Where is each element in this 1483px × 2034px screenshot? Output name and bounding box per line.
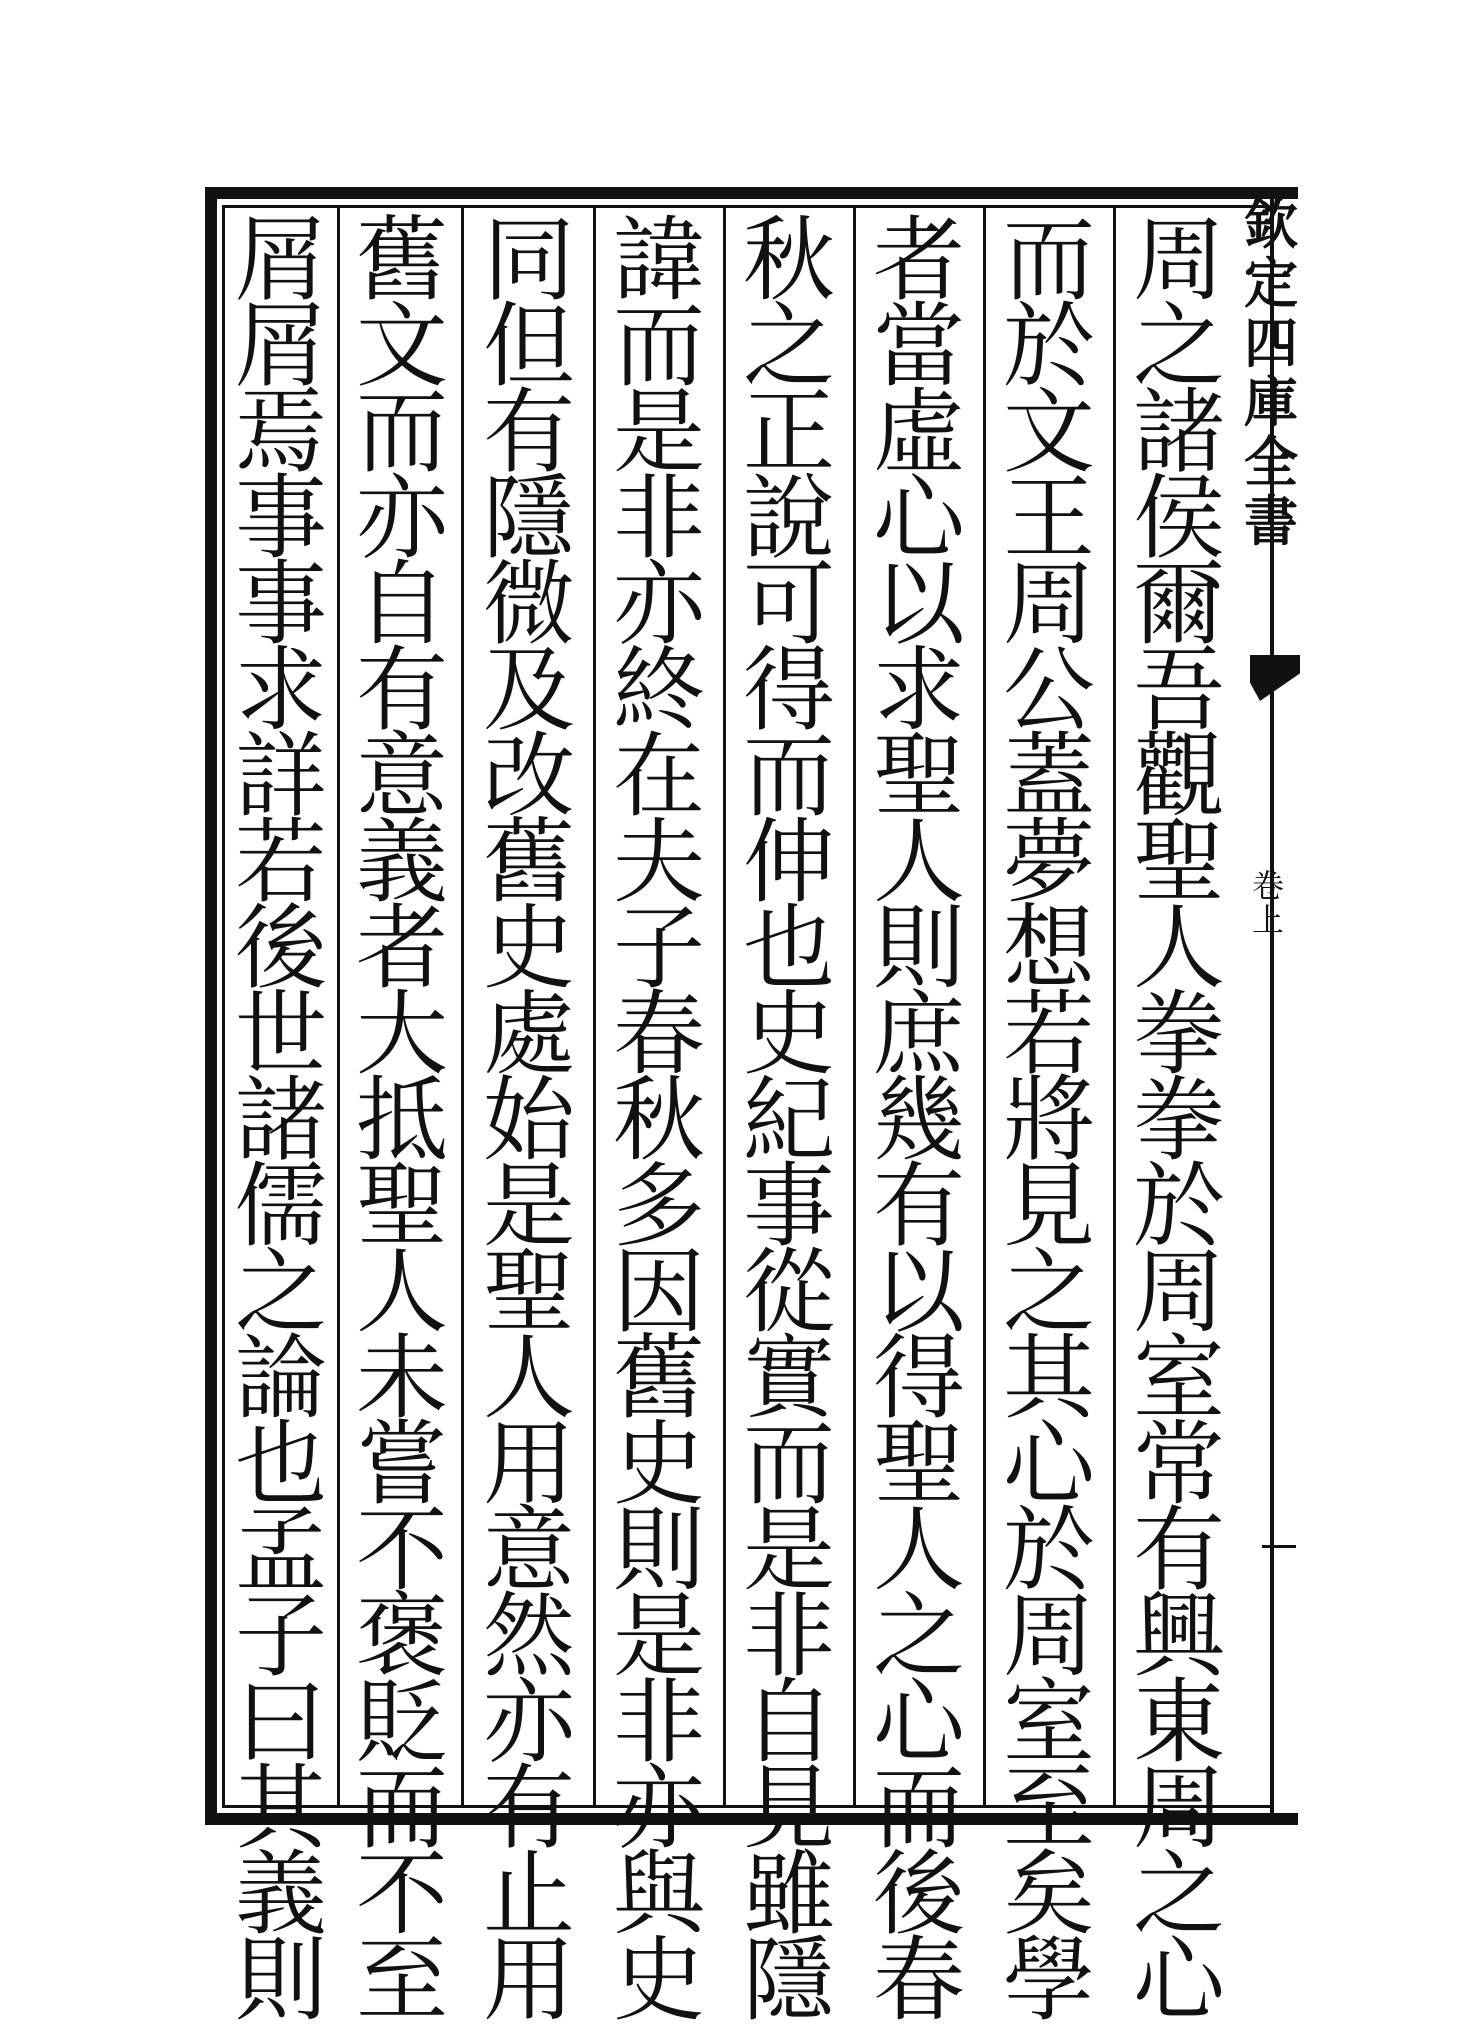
glyph: 說 — [742, 465, 835, 572]
glyph: 是 — [612, 1583, 705, 1690]
glyph: 春 — [872, 1927, 965, 2034]
glyph: 書 — [1244, 488, 1298, 553]
glyph: 儒 — [234, 1153, 327, 1260]
glyph: 是 — [612, 379, 705, 486]
glyph: 矣 — [1002, 1841, 1095, 1948]
glyph: 有 — [482, 1755, 575, 1862]
glyph: 見 — [742, 1755, 835, 1862]
glyph: 是 — [742, 1497, 835, 1604]
glyph: 舊 — [482, 809, 575, 916]
glyph: 實 — [742, 1325, 835, 1432]
text-column-2 — [990, 207, 1108, 2034]
glyph: 至 — [355, 1927, 448, 2034]
text-column-8 — [222, 207, 340, 2034]
glyph: 史 — [482, 895, 575, 1002]
glyph: 將 — [1002, 1067, 1095, 1174]
glyph: 庫 — [1244, 370, 1298, 435]
page-mark — [1262, 1545, 1296, 1548]
text-column-1 — [1120, 207, 1238, 2034]
column-rule — [593, 205, 596, 1808]
glyph: 但 — [482, 293, 575, 400]
glyph: 及 — [482, 637, 575, 744]
glyph: 事 — [234, 551, 327, 658]
glyph: 多 — [612, 1153, 705, 1260]
glyph: 之 — [1132, 293, 1225, 400]
glyph: 聖 — [872, 723, 965, 830]
column-rule — [983, 205, 986, 1808]
glyph: 於 — [1002, 293, 1095, 400]
glyph: 心 — [872, 1669, 965, 1776]
glyph: 得 — [742, 637, 835, 744]
glyph: 後 — [872, 1841, 965, 1948]
glyph: 亦 — [612, 1755, 705, 1862]
glyph: 求 — [872, 637, 965, 744]
column-rule — [723, 205, 726, 1808]
glyph: 常 — [1132, 1411, 1225, 1518]
glyph: 有 — [872, 1153, 965, 1260]
glyph: 至 — [1002, 1755, 1095, 1862]
glyph: 以 — [872, 551, 965, 658]
glyph: 有 — [1132, 1497, 1225, 1604]
glyph: 欽 — [1244, 192, 1298, 256]
column-rule — [461, 205, 464, 1808]
glyph: 曰 — [234, 1669, 327, 1776]
glyph: 則 — [612, 1497, 705, 1604]
glyph: 聖 — [1132, 809, 1225, 916]
glyph: 終 — [612, 637, 705, 744]
glyph: 人 — [355, 1239, 448, 1346]
glyph: 有 — [355, 637, 448, 744]
glyph: 周 — [1002, 1583, 1095, 1690]
glyph: 幾 — [872, 1067, 965, 1174]
glyph: 室 — [1132, 1325, 1225, 1432]
glyph: 止 — [482, 1841, 575, 1948]
glyph: 之 — [234, 1239, 327, 1346]
text-column-6 — [470, 207, 588, 2034]
glyph: 而 — [742, 723, 835, 830]
glyph: 蓋 — [1002, 723, 1095, 830]
glyph: 室 — [1002, 1669, 1095, 1776]
glyph: 想 — [1002, 895, 1095, 1002]
glyph: 拳 — [1132, 981, 1225, 1088]
glyph: 爾 — [1132, 551, 1225, 658]
column-rule — [1113, 205, 1116, 1808]
glyph: 嘗 — [355, 1411, 448, 1518]
glyph: 非 — [612, 465, 705, 572]
glyph: 褒 — [355, 1583, 448, 1690]
glyph: 者 — [872, 207, 965, 314]
glyph: 始 — [482, 1067, 575, 1174]
glyph: 史 — [612, 1927, 705, 2034]
glyph: 論 — [234, 1325, 327, 1432]
glyph: 非 — [612, 1669, 705, 1776]
glyph: 聖 — [482, 1239, 575, 1346]
glyph: 在 — [612, 723, 705, 830]
glyph: 也 — [234, 1411, 327, 1518]
glyph: 得 — [872, 1325, 965, 1432]
glyph: 以 — [872, 1239, 965, 1346]
text-column-4 — [730, 207, 848, 2034]
glyph: 意 — [355, 723, 448, 830]
glyph: 諸 — [1132, 379, 1225, 486]
glyph: 公 — [1002, 637, 1095, 744]
glyph: 之 — [1002, 1239, 1095, 1346]
glyph: 意 — [482, 1497, 575, 1604]
glyph: 史 — [742, 981, 835, 1088]
glyph: 史 — [612, 1411, 705, 1518]
glyph: 周 — [1132, 1755, 1225, 1862]
glyph: 秋 — [612, 1067, 705, 1174]
glyph: 是 — [482, 1153, 575, 1260]
glyph: 若 — [234, 809, 327, 916]
glyph: 亦 — [612, 551, 705, 658]
glyph: 同 — [482, 207, 575, 314]
glyph: 子 — [612, 895, 705, 1002]
glyph: 若 — [1002, 981, 1095, 1088]
glyph: 用 — [482, 1411, 575, 1518]
glyph: 改 — [482, 723, 575, 830]
glyph: 觀 — [1132, 723, 1225, 830]
glyph: 與 — [612, 1841, 705, 1948]
glyph: 而 — [1002, 207, 1095, 314]
glyph: 見 — [1002, 1153, 1095, 1260]
glyph: 自 — [355, 551, 448, 658]
glyph: 焉 — [234, 379, 327, 486]
glyph: 之 — [742, 293, 835, 400]
glyph: 則 — [872, 895, 965, 1002]
glyph: 人 — [872, 809, 965, 916]
glyph: 學 — [1002, 1927, 1095, 2034]
glyph: 貶 — [355, 1669, 448, 1776]
glyph: 亦 — [482, 1669, 575, 1776]
glyph: 不 — [355, 1497, 448, 1604]
glyph: 而 — [612, 293, 705, 400]
glyph: 聖 — [355, 1153, 448, 1260]
glyph: 而 — [742, 1411, 835, 1518]
glyph: 亦 — [355, 465, 448, 572]
glyph: 則 — [234, 1927, 327, 2034]
glyph: 虛 — [872, 379, 965, 486]
text-column-7 — [343, 207, 461, 2034]
glyph: 非 — [742, 1583, 835, 1690]
glyph: 其 — [1002, 1325, 1095, 1432]
glyph: 有 — [482, 379, 575, 486]
glyph: 於 — [1132, 1153, 1225, 1260]
glyph: 後 — [234, 895, 327, 1002]
glyph: 侯 — [1132, 465, 1225, 572]
glyph: 舊 — [612, 1325, 705, 1432]
glyph: 其 — [234, 1755, 327, 1862]
glyph: 王 — [1002, 465, 1095, 572]
text-column-3 — [860, 207, 978, 2034]
glyph: 聖 — [872, 1411, 965, 1518]
glyph: 可 — [742, 551, 835, 658]
glyph: 心 — [872, 465, 965, 572]
glyph: 人 — [872, 1497, 965, 1604]
glyph: 吾 — [1132, 637, 1225, 744]
glyph: 舊 — [355, 207, 448, 314]
glyph: 心 — [1002, 1411, 1095, 1518]
glyph: 文 — [1002, 379, 1095, 486]
glyph: 東 — [1132, 1669, 1225, 1776]
glyph: 人 — [1132, 895, 1225, 1002]
glyph: 之 — [872, 1583, 965, 1690]
glyph: 卷 — [1251, 867, 1284, 905]
glyph: 春 — [612, 981, 705, 1088]
glyph: 於 — [1002, 1497, 1095, 1604]
glyph: 義 — [355, 809, 448, 916]
glyph: 抵 — [355, 1067, 448, 1174]
glyph: 之 — [1132, 1841, 1225, 1948]
glyph: 周 — [1132, 1239, 1225, 1346]
glyph: 子 — [234, 1583, 327, 1690]
glyph: 庶 — [872, 981, 965, 1088]
glyph: 屑 — [234, 207, 327, 314]
glyph: 上 — [1251, 900, 1284, 939]
book-title — [1240, 192, 1302, 553]
glyph: 隱 — [742, 1927, 835, 2034]
glyph: 定 — [1244, 251, 1298, 316]
glyph: 拳 — [1132, 1067, 1225, 1174]
glyph: 用 — [482, 1927, 575, 2034]
glyph: 諸 — [234, 1067, 327, 1174]
glyph: 全 — [1244, 429, 1298, 494]
glyph: 求 — [234, 637, 327, 744]
glyph: 雖 — [742, 1841, 835, 1948]
text-column-5 — [600, 207, 718, 2034]
glyph: 也 — [742, 895, 835, 1002]
glyph: 義 — [234, 1841, 327, 1948]
glyph: 而 — [355, 379, 448, 486]
glyph: 孟 — [234, 1497, 327, 1604]
glyph: 心 — [1132, 1927, 1225, 2034]
glyph: 夢 — [1002, 809, 1095, 916]
glyph: 世 — [234, 981, 327, 1088]
glyph: 從 — [742, 1239, 835, 1346]
glyph: 紀 — [742, 1067, 835, 1174]
glyph: 事 — [234, 465, 327, 572]
glyph: 未 — [355, 1325, 448, 1432]
glyph: 然 — [482, 1583, 575, 1690]
glyph: 者 — [355, 895, 448, 1002]
glyph: 處 — [482, 981, 575, 1088]
glyph: 四 — [1244, 310, 1298, 375]
glyph: 周 — [1132, 207, 1225, 314]
column-rule — [853, 205, 856, 1808]
volume-label — [1248, 867, 1288, 939]
glyph: 伸 — [742, 809, 835, 916]
glyph: 自 — [742, 1669, 835, 1776]
glyph: 隱 — [482, 465, 575, 572]
glyph: 屑 — [234, 293, 327, 400]
glyph: 詳 — [234, 723, 327, 830]
glyph: 人 — [482, 1325, 575, 1432]
glyph: 正 — [742, 379, 835, 486]
glyph: 周 — [1002, 551, 1095, 658]
glyph: 微 — [482, 551, 575, 658]
glyph: 而 — [872, 1755, 965, 1862]
glyph: 當 — [872, 293, 965, 400]
glyph: 不 — [355, 1841, 448, 1948]
glyph: 大 — [355, 981, 448, 1088]
glyph: 秋 — [742, 207, 835, 314]
glyph: 夫 — [612, 809, 705, 916]
glyph: 文 — [355, 293, 448, 400]
glyph: 因 — [612, 1239, 705, 1346]
glyph: 事 — [742, 1153, 835, 1260]
glyph: 諱 — [612, 207, 705, 314]
glyph: 而 — [355, 1755, 448, 1862]
glyph: 興 — [1132, 1583, 1225, 1690]
